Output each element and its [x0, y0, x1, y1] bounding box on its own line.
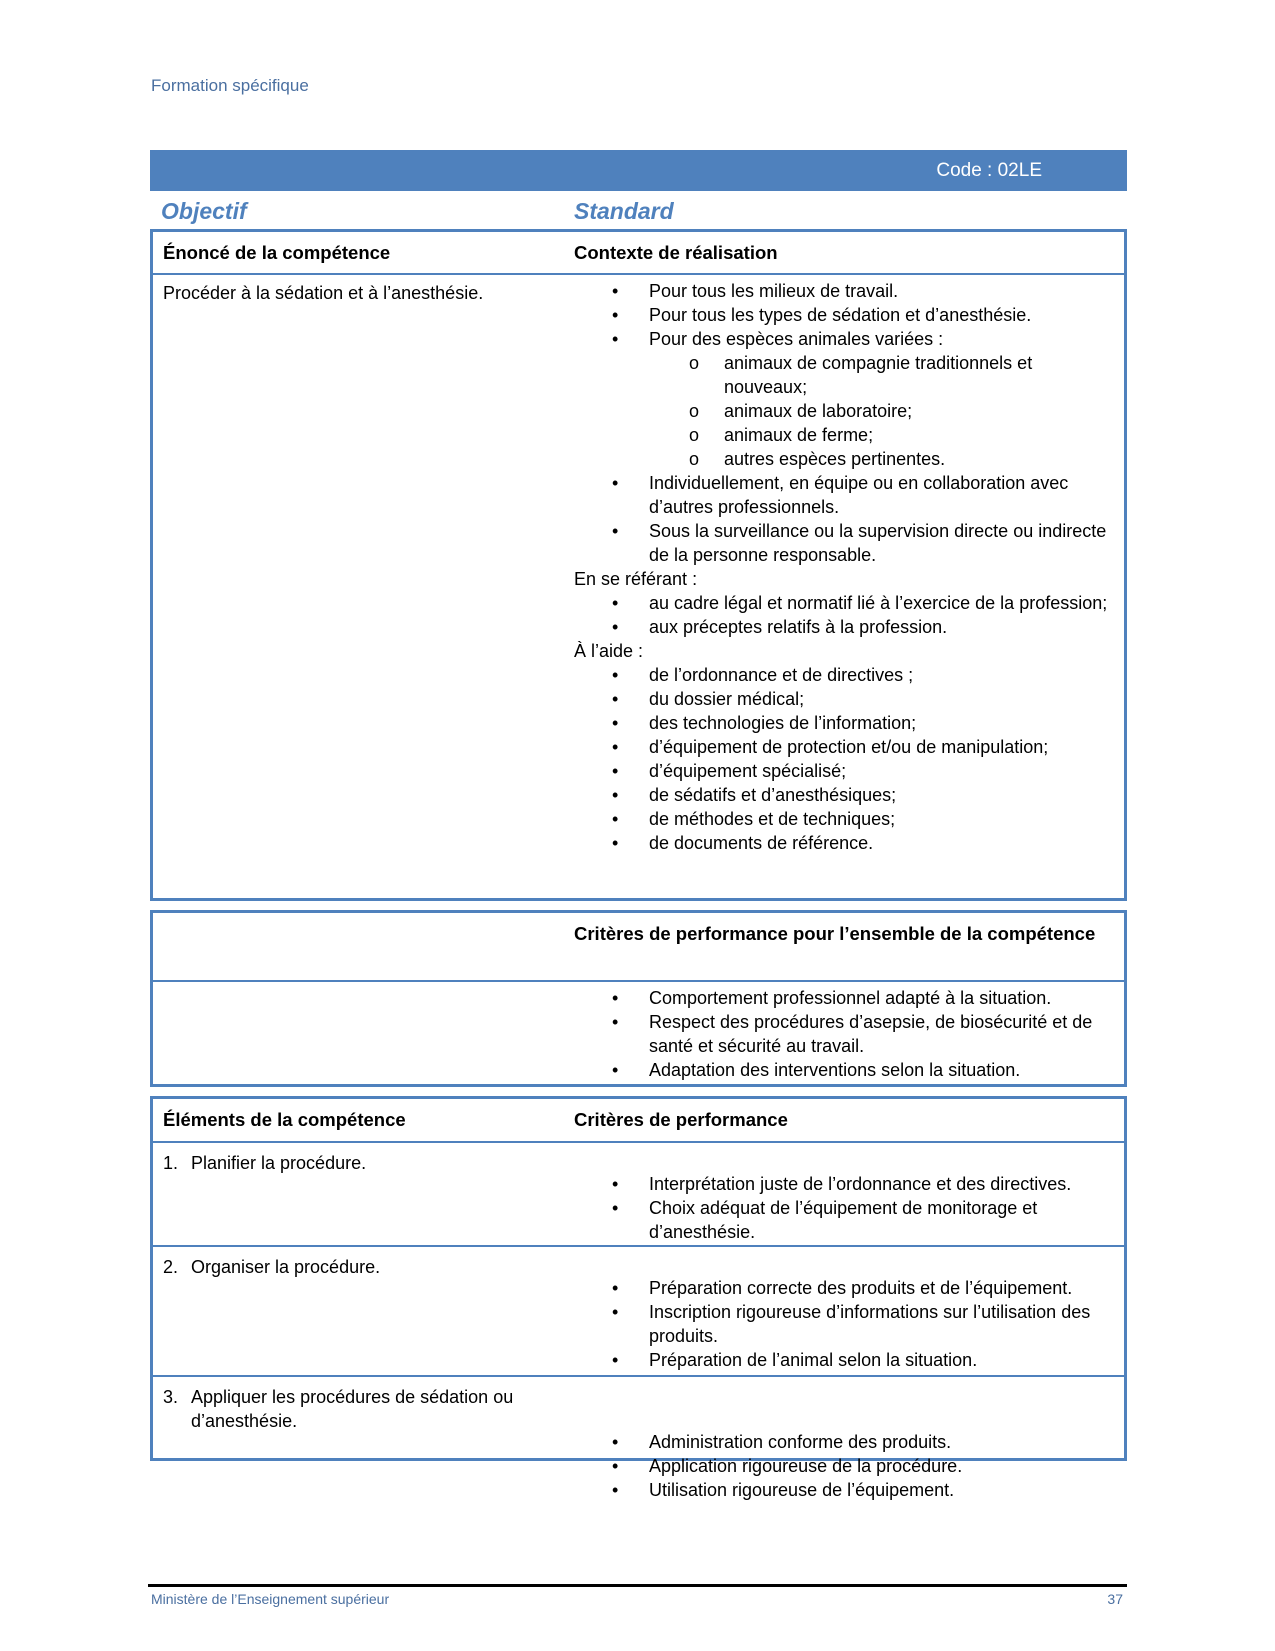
- list-item: • Pour tous les milieux de travail.: [574, 279, 1109, 303]
- element-label: Organiser la procédure.: [191, 1257, 381, 1277]
- footer-divider: [148, 1584, 1127, 1587]
- list-item: • Préparation de l’animal selon la situation.: [574, 1348, 1109, 1372]
- code-bar: [150, 150, 1127, 191]
- element-3-criteria: [574, 1425, 1109, 1502]
- competence-statement-header: Énoncé de la compétence: [163, 242, 391, 263]
- footer-ministry: Ministère de l’Enseignement supérieur: [151, 1591, 390, 1607]
- overall-criteria-content: [574, 982, 1109, 1082]
- list-item: • de l’ordonnance et de directives ;: [574, 663, 1109, 687]
- aide-list: [574, 663, 1109, 855]
- list-item: • aux préceptes relatifs à la profession.: [574, 615, 1109, 639]
- element-1: [163, 1151, 581, 1175]
- element-2: [163, 1255, 581, 1279]
- species-list: [574, 351, 1109, 471]
- elements-header-row: [153, 1099, 1124, 1143]
- list-item: • au cadre légal et normatif lié à l’exercice de la profession;: [574, 591, 1109, 615]
- list-item: • de sédatifs et d’anesthésiques;: [574, 783, 1109, 807]
- list-item: • du dossier médical;: [574, 687, 1109, 711]
- element-row-3: [153, 1377, 1124, 1502]
- list-item: • Sous la surveillance ou la supervision directe ou indirecte de la personne responsable.: [574, 519, 1109, 567]
- overall-criteria-table: [150, 910, 1127, 1087]
- elements-table: [150, 1096, 1127, 1500]
- list-item: • Adaptation des interventions selon la situation.: [574, 1058, 1109, 1082]
- competence-statement: Procéder à la sédation et à l’anesthésie.: [163, 283, 484, 303]
- element-row-1: [153, 1143, 1124, 1247]
- element-label: Planifier la procédure.: [191, 1153, 367, 1173]
- overall-criteria-header-row: [153, 913, 1124, 982]
- list-item: o animaux de compagnie traditionnels et nouveaux;: [574, 351, 1109, 399]
- list-item: • Préparation correcte des produits et de l’équipement.: [574, 1276, 1109, 1300]
- list-item: • Application rigoureuse de la procédure.: [574, 1454, 1109, 1478]
- page-number: 37: [1107, 1591, 1123, 1607]
- program-code: Code : 02LE: [936, 160, 1042, 181]
- element-number: 2.: [163, 1257, 179, 1277]
- element-3: [163, 1385, 581, 1433]
- list-item: o autres espèces pertinentes.: [574, 447, 1109, 471]
- list-item: • d’équipement spécialisé;: [574, 759, 1109, 783]
- referring-label: En se référant :: [574, 569, 698, 589]
- element-2-criteria: [574, 1271, 1109, 1372]
- context-list-a: [574, 279, 1109, 351]
- context-list-b: [574, 471, 1109, 567]
- list-item: • Inscription rigoureuse d’informations sur l’utilisation des produits.: [574, 1300, 1109, 1348]
- list-item: • Administration conforme des produits.: [574, 1430, 1109, 1454]
- list-item: • Comportement professionnel adapté à la situation.: [574, 986, 1109, 1010]
- criteria-list: [574, 1430, 1109, 1502]
- list-item: • de documents de référence.: [574, 831, 1109, 855]
- list-item: • Choix adéquat de l’équipement de monitorage et d’anesthésie.: [574, 1196, 1109, 1244]
- list-item: o animaux de laboratoire;: [574, 399, 1109, 423]
- page-footer: [151, 1591, 1123, 1607]
- competence-header-row: [153, 232, 1124, 275]
- competence-body-row: [153, 275, 1124, 855]
- overall-criteria-header: Critères de performance pour l’ensemble de la compétence: [574, 923, 1096, 944]
- element-number: 1.: [163, 1153, 179, 1173]
- element-label: Appliquer les procédures de sédation ou d’anesthésie.: [191, 1387, 514, 1431]
- element-row-2: [153, 1247, 1124, 1377]
- section-labels: [150, 196, 1127, 228]
- standard-label: Standard: [574, 198, 674, 224]
- list-item: • d’équipement de protection et/ou de manipulation;: [574, 735, 1109, 759]
- list-item: • Utilisation rigoureuse de l’équipement.: [574, 1478, 1109, 1502]
- referring-list: [574, 591, 1109, 639]
- list-item: • Respect des procédures d’asepsie, de biosécurité et de santé et sécurité au travail.: [574, 1010, 1109, 1058]
- competence-table: [150, 229, 1127, 901]
- criteria-list: [574, 1276, 1109, 1372]
- element-number: 3.: [163, 1387, 179, 1407]
- list-item: • de méthodes et de techniques;: [574, 807, 1109, 831]
- elements-header: Éléments de la compétence: [163, 1109, 406, 1130]
- list-item: • Pour des espèces animales variées :: [574, 327, 1109, 351]
- performance-criteria-header: Critères de performance: [574, 1109, 788, 1130]
- overall-criteria-list: [574, 986, 1109, 1082]
- aide-label: À l’aide :: [574, 641, 644, 661]
- context-header: Contexte de réalisation: [574, 242, 778, 263]
- criteria-list: [574, 1172, 1109, 1244]
- running-header: Formation spécifique: [151, 76, 309, 95]
- context-content: [574, 275, 1109, 855]
- list-item: • Pour tous les types de sédation et d’anesthésie.: [574, 303, 1109, 327]
- list-item: o animaux de ferme;: [574, 423, 1109, 447]
- objective-label: Objectif: [161, 198, 247, 224]
- list-item: • des technologies de l’information;: [574, 711, 1109, 735]
- element-1-criteria: [574, 1167, 1109, 1244]
- overall-criteria-body-row: [153, 982, 1124, 1082]
- list-item: • Interprétation juste de l’ordonnance et des directives.: [574, 1172, 1109, 1196]
- list-item: • Individuellement, en équipe ou en collaboration avec d’autres professionnels.: [574, 471, 1109, 519]
